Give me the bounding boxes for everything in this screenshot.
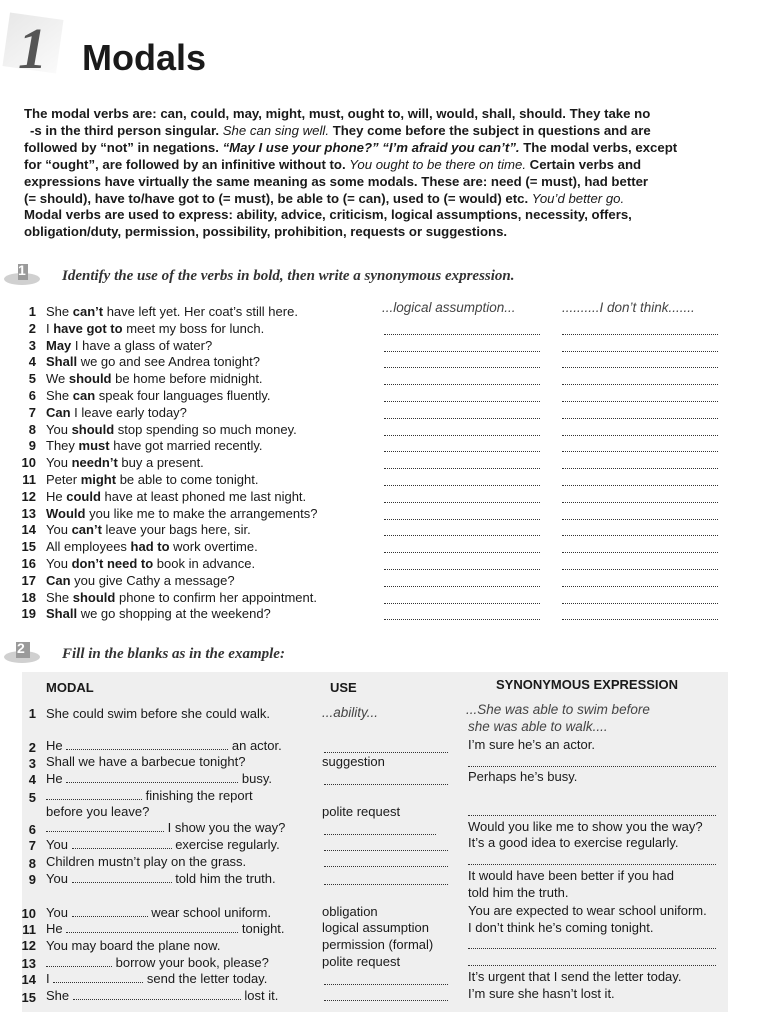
- chapter-number: 1: [18, 16, 47, 81]
- bold-modal-verb: Can: [46, 405, 71, 420]
- modal-sentence: Children mustn’t play on the grass.: [46, 854, 247, 869]
- sentence-text: book in advance.: [153, 556, 256, 571]
- use-answer-blank[interactable]: [384, 439, 540, 452]
- use-blank[interactable]: [324, 772, 448, 785]
- item-number: 16: [21, 556, 36, 571]
- synonym-example-answer-line-1: ...She was able to swim before: [466, 702, 650, 717]
- answer-blank[interactable]: [66, 772, 238, 783]
- row-number: 13: [21, 956, 36, 971]
- sentence-part: busy.: [241, 771, 272, 786]
- use-blank[interactable]: [324, 822, 436, 835]
- row-number: 6: [28, 822, 36, 837]
- intro-example: “May I use your phone?” “I’m afraid you can’t”.: [222, 139, 520, 155]
- bold-modal-verb: might: [80, 472, 117, 487]
- synonym-answer-blank[interactable]: [562, 355, 718, 368]
- sentence-text: They: [46, 438, 79, 453]
- modal-sentence: [46, 988, 278, 1004]
- intro-line-2: [24, 123, 724, 140]
- synonym-answer-blank[interactable]: [562, 423, 718, 436]
- use-answer-blank[interactable]: [384, 372, 540, 385]
- bold-modal-verb: Shall: [46, 354, 78, 369]
- item-sentence: [46, 605, 271, 622]
- row-number: 7: [28, 838, 36, 853]
- sentence-text: I leave early today?: [70, 405, 187, 420]
- example-use-answer: ...logical assumption...: [382, 300, 516, 315]
- bold-modal-verb: have got to: [53, 321, 123, 336]
- bold-modal-verb: May: [46, 338, 72, 353]
- synonym-sentence-line-1: It would have been better if you had: [468, 868, 674, 883]
- synonym-answer-blank[interactable]: [562, 473, 718, 486]
- sentence-part: send the letter today.: [146, 971, 268, 986]
- item-number: 15: [21, 539, 36, 554]
- row-number: 1: [28, 706, 36, 721]
- bold-modal-verb: should: [71, 422, 115, 437]
- sentence-part: I: [46, 971, 50, 986]
- sentence-text: speak four languages fluently.: [95, 388, 271, 403]
- column-header-use: USE: [330, 680, 357, 695]
- exercise-1-instruction: Identify the use of the verbs in bold, then write a synonymous expression.: [62, 268, 515, 284]
- synonym-blank[interactable]: [468, 852, 716, 865]
- sentence-part: exercise regularly.: [175, 837, 280, 852]
- item-sentence: [46, 421, 297, 438]
- synonym-sentence-line-2: told him the truth.: [468, 885, 569, 900]
- column-header-modal: MODAL: [46, 680, 94, 695]
- sentence-text: we go and see Andrea tonight?: [77, 354, 260, 369]
- bold-modal-verb: Would: [46, 506, 86, 521]
- sentence-part: She: [46, 988, 70, 1003]
- use-answer: permission (formal): [322, 937, 434, 952]
- sentence-text: meet my boss for lunch.: [122, 321, 265, 336]
- synonym-sentence: Perhaps he’s busy.: [468, 769, 578, 784]
- use-answer-blank[interactable]: [384, 574, 540, 587]
- sentence-text: She: [46, 388, 73, 403]
- item-sentence: [46, 572, 235, 589]
- use-blank[interactable]: [324, 740, 448, 753]
- synonym-answer-blank[interactable]: [562, 591, 718, 604]
- synonym-answer-blank[interactable]: [562, 557, 718, 570]
- sentence-text: work overtime.: [169, 539, 258, 554]
- sentence-part: He: [46, 921, 63, 936]
- row-number: 4: [28, 772, 36, 787]
- item-number: 5: [28, 371, 36, 386]
- sentence-text: She: [46, 590, 73, 605]
- synonym-answer-blank[interactable]: [562, 406, 718, 419]
- use-answer-blank[interactable]: [384, 322, 540, 335]
- sentence-text: you give Cathy a message?: [70, 573, 235, 588]
- modal-sentence: [46, 905, 271, 921]
- modal-sentence: [46, 771, 272, 787]
- item-sentence: [46, 370, 263, 387]
- bold-modal-verb: must: [78, 438, 110, 453]
- synonym-sentence: You are expected to wear school uniform.: [468, 903, 707, 918]
- row-number: 14: [21, 972, 36, 987]
- synonym-blank[interactable]: [468, 953, 716, 966]
- use-answer-blank[interactable]: [384, 473, 540, 486]
- sentence-part: an actor.: [231, 738, 282, 753]
- item-number: 12: [21, 489, 36, 504]
- item-number: 6: [28, 388, 36, 403]
- use-answer-blank[interactable]: [384, 339, 540, 352]
- answer-blank[interactable]: [73, 989, 241, 1000]
- example-synonym-answer: ..........I don’t think.......: [562, 300, 695, 315]
- item-sentence: [46, 521, 251, 538]
- item-number: 3: [28, 338, 36, 353]
- answer-blank[interactable]: [72, 872, 172, 883]
- synonym-answer-blank[interactable]: [562, 507, 718, 520]
- modal-sentence: [46, 921, 285, 937]
- item-sentence: [46, 404, 187, 421]
- intro-line-7: Modal verbs are used to express: ability, advice, criticism, logical assumptions, necessity, offers,: [24, 207, 632, 223]
- sentence-text: She: [46, 304, 73, 319]
- item-number: 1: [28, 304, 36, 319]
- intro-line-6: [24, 191, 724, 208]
- synonym-sentence: I don’t think he’s coming tonight.: [468, 920, 654, 935]
- use-answer: polite request: [322, 954, 401, 969]
- use-answer-blank[interactable]: [384, 423, 540, 436]
- sentence-part: borrow your book, please?: [115, 955, 269, 970]
- bold-modal-verb: don’t need to: [71, 556, 154, 571]
- answer-blank[interactable]: [46, 956, 112, 967]
- bold-modal-verb: can: [72, 388, 96, 403]
- item-number: 19: [21, 606, 36, 621]
- intro-example: She can sing well.: [222, 122, 330, 138]
- answer-blank[interactable]: [72, 838, 172, 849]
- sentence-text: All employees: [46, 539, 131, 554]
- modal-sentence: [46, 871, 276, 887]
- exercise-1-number: 1: [18, 262, 26, 278]
- row-number: 15: [21, 990, 36, 1005]
- use-answer-blank[interactable]: [384, 607, 540, 620]
- item-sentence: [46, 437, 263, 454]
- use-answer-blank[interactable]: [384, 389, 540, 402]
- row-number: 11: [22, 922, 36, 937]
- modal-sentence: [46, 837, 280, 853]
- item-number: 17: [21, 573, 36, 588]
- exercise-2-instruction: Fill in the blanks as in the example:: [62, 646, 285, 662]
- modal-sentence: [46, 738, 282, 754]
- synonym-sentence: It’s a good idea to exercise regularly.: [468, 835, 679, 850]
- item-sentence: [46, 471, 258, 488]
- intro-paragraph: [24, 106, 724, 241]
- bold-modal-verb: needn’t: [71, 455, 118, 470]
- use-answer-blank[interactable]: [384, 456, 540, 469]
- synonym-answer-blank[interactable]: [562, 322, 718, 335]
- sentence-part: wear school uniform.: [151, 905, 272, 920]
- use-blank[interactable]: [324, 972, 448, 985]
- modal-sentence: [46, 955, 269, 971]
- sentence-text: we go shopping at the weekend?: [77, 606, 271, 621]
- intro-line-3: [24, 140, 724, 157]
- use-answer-blank[interactable]: [384, 406, 540, 419]
- answer-blank[interactable]: [46, 789, 142, 800]
- item-sentence: [46, 589, 317, 606]
- sentence-part: You: [46, 905, 68, 920]
- sentence-part: lost it.: [244, 988, 279, 1003]
- synonym-sentence: It’s urgent that I send the letter today.: [468, 969, 682, 984]
- sentence-text: You: [46, 522, 72, 537]
- row-number: 8: [28, 856, 36, 871]
- intro-text: The modal verbs, except: [523, 139, 678, 155]
- item-sentence: [46, 538, 258, 555]
- item-number: 7: [28, 405, 36, 420]
- item-sentence: [46, 454, 204, 471]
- row-number: 2: [28, 740, 36, 755]
- synonym-example-answer-line-2: she was able to walk....: [468, 719, 608, 734]
- use-example-answer: ...ability...: [322, 705, 379, 720]
- sentence-text: have got married recently.: [109, 438, 263, 453]
- use-answer-blank[interactable]: [384, 591, 540, 604]
- use-answer: polite request: [322, 804, 401, 819]
- intro-text: followed by “not” in negations.: [24, 139, 219, 155]
- modal-sentence: You may board the plane now.: [46, 938, 221, 953]
- item-number: 14: [21, 522, 36, 537]
- bold-modal-verb: can’t: [71, 522, 102, 537]
- sentence-part: You: [46, 871, 68, 886]
- intro-text: -s in the third person singular.: [30, 122, 220, 138]
- synonym-answer-blank[interactable]: [562, 372, 718, 385]
- modal-sentence: Shall we have a barbecue tonight?: [46, 754, 246, 769]
- row-number: 9: [28, 872, 36, 887]
- sentence-part: tonight.: [241, 921, 285, 936]
- bold-modal-verb: should: [68, 371, 112, 386]
- answer-blank[interactable]: [72, 906, 148, 917]
- synonym-sentence: Would you like me to show you the way?: [468, 819, 703, 834]
- item-number: 11: [22, 472, 36, 487]
- item-sentence: [46, 505, 317, 522]
- use-answer-blank[interactable]: [384, 490, 540, 503]
- bold-modal-verb: should: [72, 590, 116, 605]
- answer-blank[interactable]: [53, 972, 143, 983]
- synonym-blank[interactable]: [468, 936, 716, 949]
- sentence-text: We: [46, 371, 69, 386]
- sentence-text: have left yet. Her coat’s still here.: [103, 304, 298, 319]
- sentence-text: be able to come tonight.: [116, 472, 259, 487]
- use-answer-blank[interactable]: [384, 557, 540, 570]
- item-number: 4: [28, 354, 36, 369]
- sentence-text: Peter: [46, 472, 81, 487]
- sentence-text: He: [46, 489, 67, 504]
- item-number: 2: [28, 321, 36, 336]
- modal-sentence: She could swim before she could walk.: [46, 706, 271, 721]
- sentence-text: you like me to make the arrangements?: [85, 506, 318, 521]
- modal-sentence-continued: before you leave?: [46, 804, 150, 819]
- chapter-title: Modals: [82, 37, 207, 78]
- intro-example: You ought to be there on time.: [349, 156, 526, 172]
- sentence-text: You: [46, 455, 72, 470]
- intro-text: for “ought”, are followed by an infinitive without to.: [24, 156, 346, 172]
- item-sentence: [46, 337, 212, 354]
- exercise-2-number: 2: [17, 640, 25, 656]
- use-answer: logical assumption: [322, 920, 429, 935]
- use-blank[interactable]: [324, 988, 448, 1001]
- use-answer-blank[interactable]: [384, 523, 540, 536]
- sentence-text: have at least phoned me last night.: [100, 489, 307, 504]
- sentence-text: You: [46, 556, 72, 571]
- item-number: 10: [21, 455, 36, 470]
- sentence-text: leave your bags here, sir.: [101, 522, 251, 537]
- synonym-answer-blank[interactable]: [562, 540, 718, 553]
- bold-modal-verb: can’t: [72, 304, 104, 319]
- item-sentence: [46, 488, 306, 505]
- sentence-text: I: [46, 321, 54, 336]
- modal-sentence: [46, 820, 285, 836]
- synonym-blank[interactable]: [468, 754, 716, 767]
- bold-modal-verb: had to: [130, 539, 170, 554]
- sentence-part: I show you the way?: [167, 820, 286, 835]
- synonym-answer-blank[interactable]: [562, 523, 718, 536]
- bold-modal-verb: Shall: [46, 606, 78, 621]
- item-number: 13: [21, 506, 36, 521]
- synonym-answer-blank[interactable]: [562, 490, 718, 503]
- synonym-blank[interactable]: [468, 803, 716, 816]
- use-answer: suggestion: [322, 754, 385, 769]
- sentence-part: He: [46, 738, 63, 753]
- intro-line-8: obligation/duty, permission, possibility, prohibition, requests or suggestions.: [24, 224, 508, 240]
- item-number: 8: [28, 422, 36, 437]
- row-number: 12: [21, 938, 36, 953]
- column-header-synonym: SYNONYMOUS EXPRESSION: [496, 677, 679, 692]
- sentence-text: I have a glass of water?: [71, 338, 213, 353]
- answer-blank[interactable]: [66, 922, 238, 933]
- item-number: 18: [21, 590, 36, 605]
- bold-modal-verb: could: [66, 489, 101, 504]
- synonym-answer-blank[interactable]: [562, 439, 718, 452]
- intro-line-4: [24, 157, 724, 174]
- sentence-text: stop spending so much money.: [114, 422, 297, 437]
- answer-blank[interactable]: [66, 739, 228, 750]
- row-number: 10: [21, 906, 36, 921]
- use-answer-blank[interactable]: [384, 540, 540, 553]
- use-blank[interactable]: [324, 838, 448, 851]
- intro-text: (= should), have to/have got to (= must), be able to (= can), used to (= would) etc.: [24, 190, 529, 206]
- synonym-sentence: I’m sure she hasn’t lost it.: [468, 986, 615, 1001]
- use-answer-blank[interactable]: [384, 355, 540, 368]
- use-blank[interactable]: [324, 854, 448, 867]
- sentence-text: be home before midnight.: [111, 371, 263, 386]
- modal-sentence: [46, 788, 253, 804]
- use-blank[interactable]: [324, 872, 448, 885]
- intro-line-5: expressions have virtually the same meaning as some modals. These are: need (= must), had better: [24, 173, 649, 189]
- row-number: 5: [28, 790, 36, 805]
- sentence-part: You: [46, 837, 68, 852]
- sentence-text: phone to confirm her appointment.: [115, 590, 317, 605]
- synonym-answer-blank[interactable]: [562, 339, 718, 352]
- modal-sentence: [46, 971, 267, 987]
- intro-text: Certain verbs and: [529, 156, 642, 172]
- sentence-part: He: [46, 771, 63, 786]
- sentence-part: told him the truth.: [175, 871, 276, 886]
- intro-line-1: The modal verbs are: can, could, may, might, must, ought to, will, would, shall, should. They take no: [24, 106, 651, 121]
- item-sentence: [46, 387, 271, 404]
- item-sentence: [46, 555, 255, 572]
- sentence-part: finishing the report: [145, 788, 253, 803]
- synonym-answer-blank[interactable]: [562, 574, 718, 587]
- item-sentence: [46, 353, 260, 370]
- use-answer-blank[interactable]: [384, 507, 540, 520]
- use-answer: obligation: [322, 904, 378, 919]
- item-sentence: [46, 320, 264, 337]
- row-number: 3: [28, 756, 36, 771]
- synonym-answer-blank[interactable]: [562, 456, 718, 469]
- intro-text: They come before the subject in questions and are: [332, 122, 651, 138]
- answer-blank[interactable]: [46, 821, 164, 832]
- synonym-answer-blank[interactable]: [562, 389, 718, 402]
- sentence-text: You: [46, 422, 72, 437]
- item-sentence: [46, 303, 298, 320]
- intro-example: You’d better go.: [531, 190, 625, 206]
- synonym-sentence: I’m sure he’s an actor.: [468, 737, 595, 752]
- sentence-text: buy a present.: [117, 455, 204, 470]
- item-number: 9: [28, 438, 36, 453]
- bold-modal-verb: Can: [46, 573, 71, 588]
- synonym-answer-blank[interactable]: [562, 607, 718, 620]
